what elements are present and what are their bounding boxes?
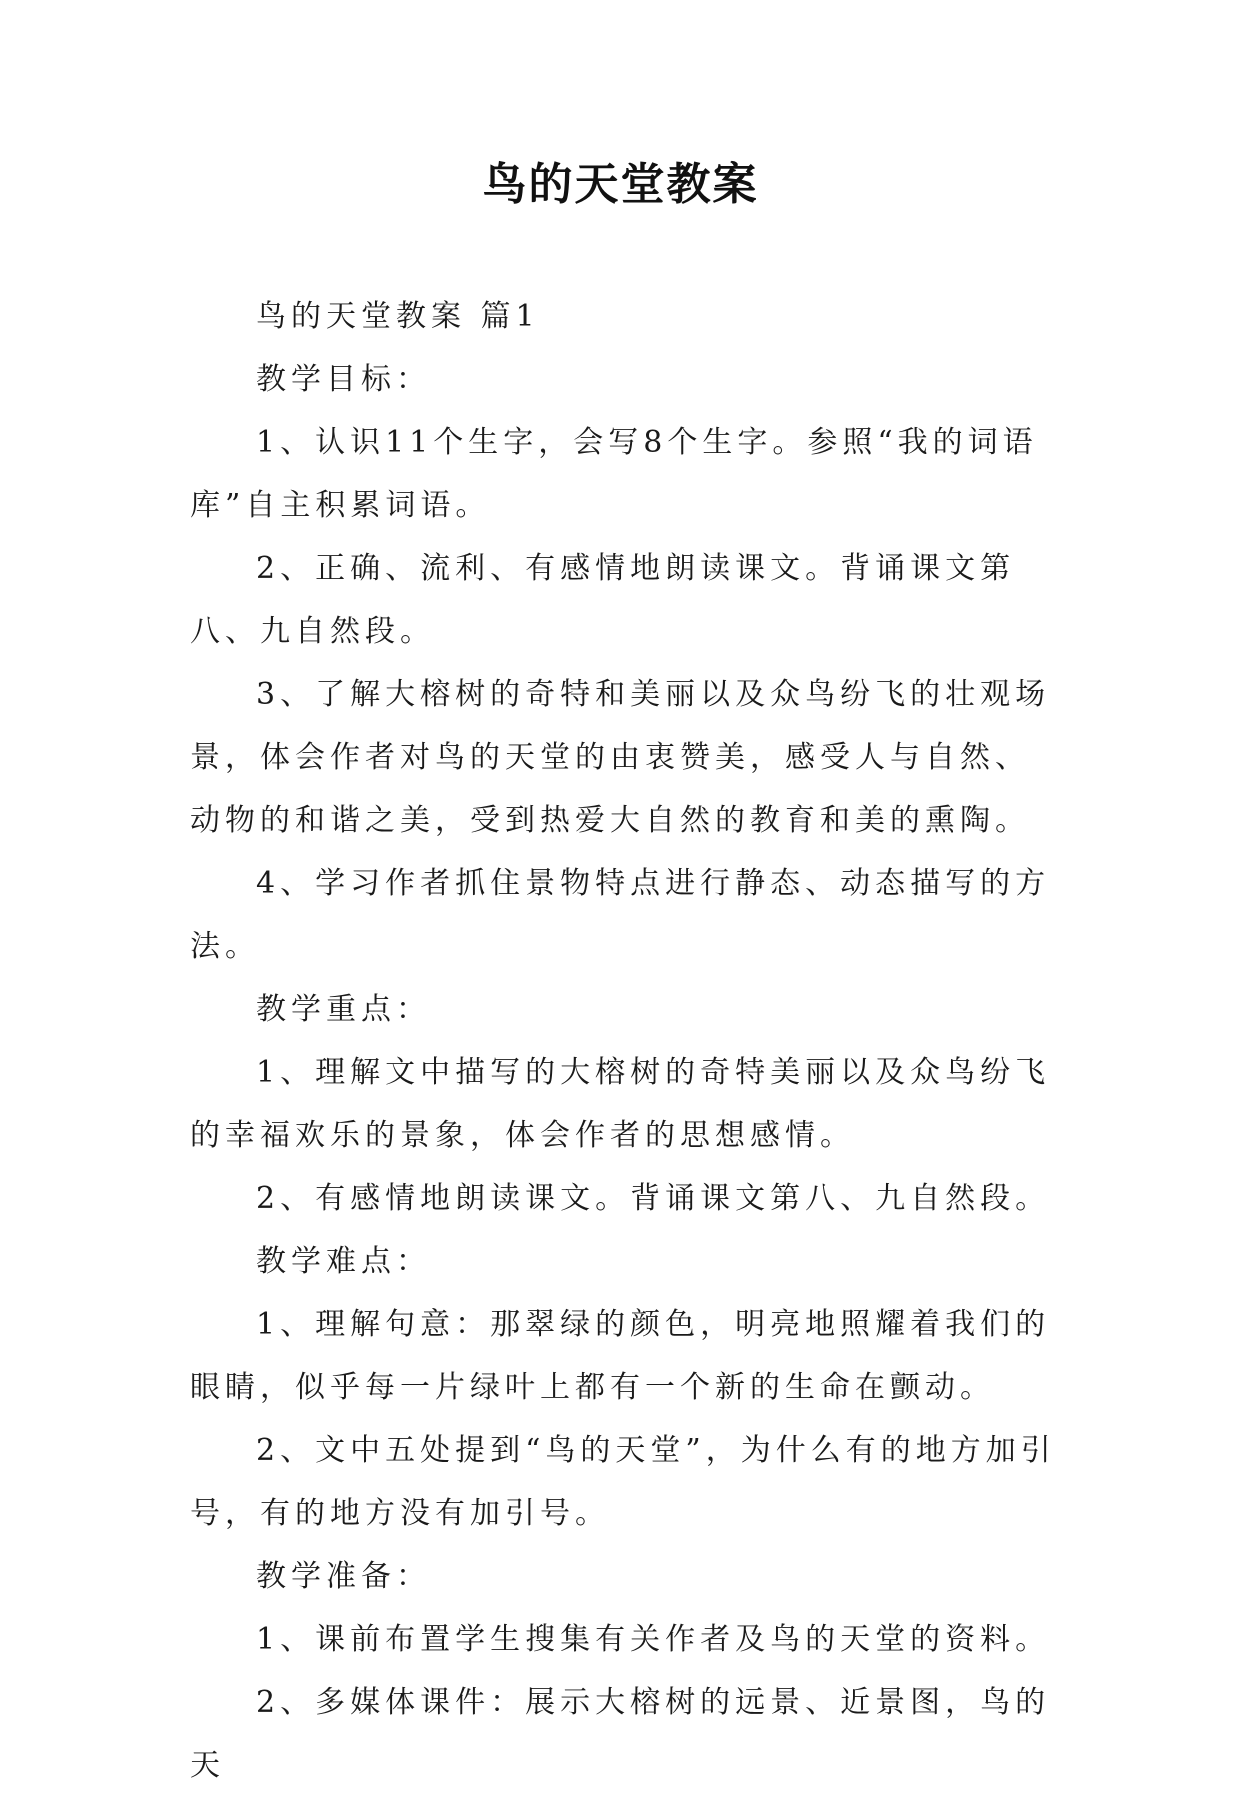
preparation-item-1: 1、课前布置学生搜集有关作者及鸟的天堂的资料。	[256, 1622, 1051, 1657]
section-heading: 鸟的天堂教案 篇1	[256, 299, 540, 334]
goal-item-1: 1、认识11个生字，会写8个生字。参照“我的词语库”自主积累词语。	[190, 425, 1038, 523]
difficulties-heading: 教学难点：	[256, 1244, 431, 1279]
key-point-item-1: 1、理解文中描写的大榕树的奇特美丽以及众鸟纷飞的幸福欢乐的景象，体会作者的思想感情。	[190, 1055, 1051, 1153]
goal-item-3: 3、了解大榕树的奇特和美丽以及众鸟纷飞的壮观场景，体会作者对鸟的天堂的由衷赞美，感受人与自然、动物的和谐之美，受到热爱大自然的教育和美的熏陶。	[190, 677, 1051, 838]
goal-item-2: 2、正确、流利、有感情地朗读课文。背诵课文第八、九自然段。	[190, 551, 1016, 649]
teaching-goals-heading: 教学目标：	[256, 362, 431, 397]
goal-item-4: 4、学习作者抓住景物特点进行静态、动态描写的方法。	[190, 866, 1051, 964]
difficulty-item-2: 2、文中五处提到“鸟的天堂”，为什么有的地方加引号，有的地方没有加引号。	[190, 1433, 1056, 1531]
preparation-heading: 教学准备：	[256, 1559, 431, 1594]
key-point-item-2: 2、有感情地朗读课文。背诵课文第八、九自然段。	[256, 1181, 1051, 1216]
preparation-item-2: 2、多媒体课件：展示大榕树的远景、近景图，鸟的天	[190, 1685, 1051, 1783]
difficulty-item-1: 1、理解句意：那翠绿的颜色，明亮地照耀着我们的眼睛，似乎每一片绿叶上都有一个新的生命在颤动。	[190, 1307, 1051, 1405]
document-body	[190, 285, 1060, 1797]
document-title: 鸟的天堂教案	[482, 159, 759, 210]
key-points-heading: 教学重点：	[256, 992, 431, 1027]
